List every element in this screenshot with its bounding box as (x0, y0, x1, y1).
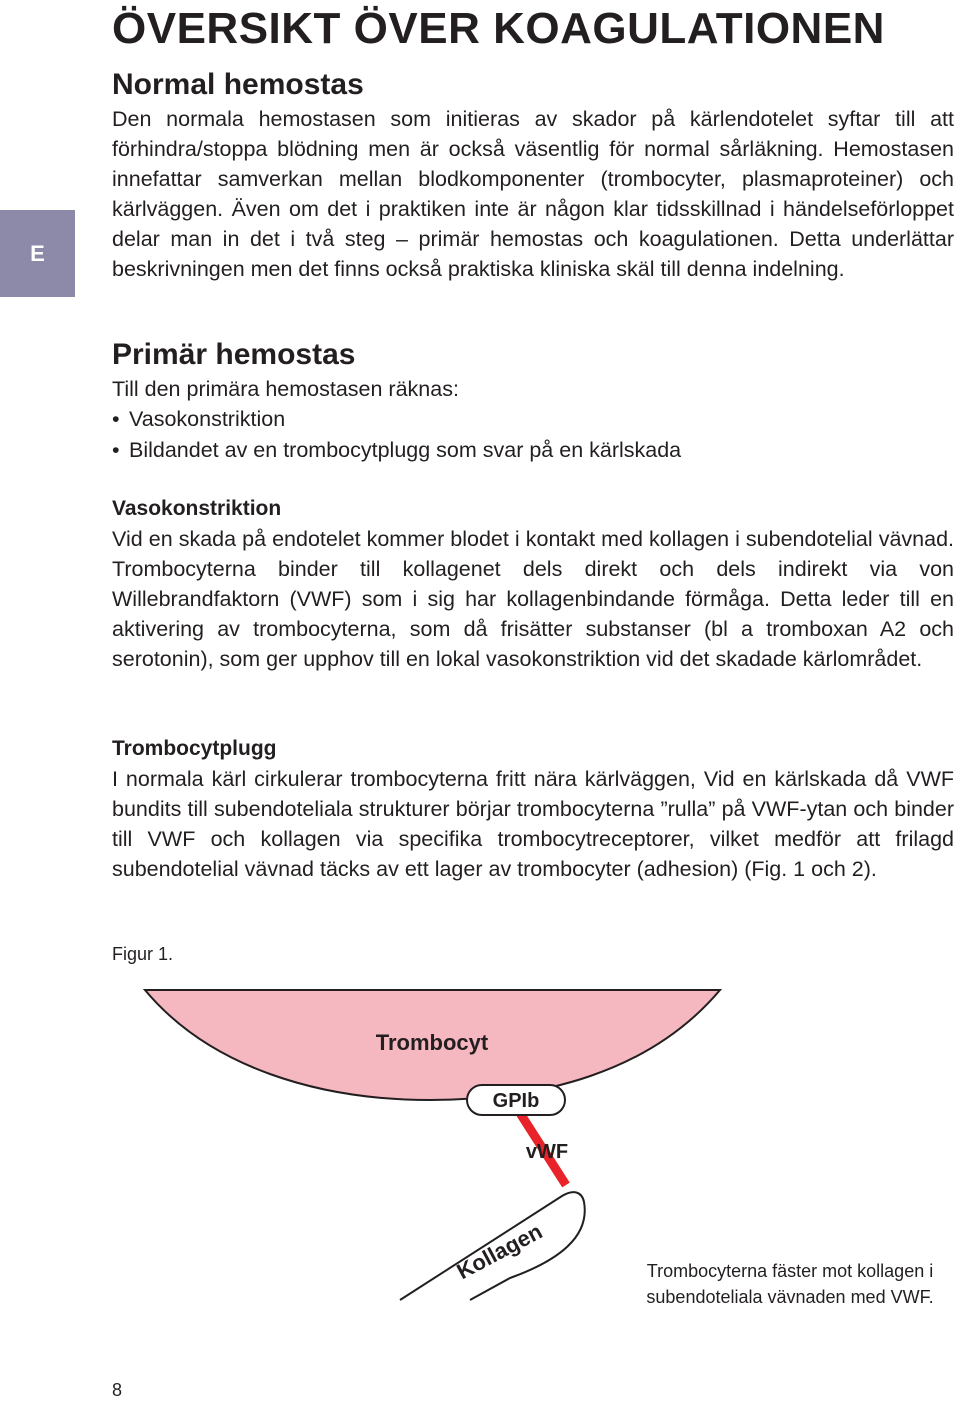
figure-note (600, 1258, 960, 1310)
section-primary-hemostasis (112, 336, 954, 466)
section-intro: Till den primära hemostasen räknas: (112, 377, 459, 401)
bullet-list (112, 404, 954, 466)
list-item: • Bildandet av en trombocytplugg som svar på en kärlskada (112, 435, 954, 466)
figure-note-line: subendoteliala vävnaden med VWF. (646, 1287, 934, 1307)
section-tab (0, 210, 75, 297)
subsection-heading: Vasokonstriktion (112, 497, 282, 520)
section-body: Den normala hemostasen som initieras av skador på kärlendotelet syftar till att förhindra/stoppa blödning men är också väsentlig för normal sårläkning. Hemostasen innefattar samverkan mellan blodkomponenter (trombocyter, plasmaproteiner) och kärlväggen. Även om det i praktiken inte är någon klar tidsskillnad i händelseförloppet delar man in det i två steg – primär hemostas och koagulationen. Detta underlättar beskrivningen men det finns också praktiska kliniska skäl till denna indelning. (112, 107, 954, 281)
platelet-label: Trombocyt (375, 1030, 489, 1055)
section-normal-hemostasis (112, 66, 954, 284)
gpib-label: GPIb (492, 1090, 540, 1112)
section-platelet-plug (112, 734, 954, 884)
page-number: 8 (112, 1380, 123, 1400)
section-tab-label: E (30, 240, 45, 266)
list-item: • Vasokonstriktion (112, 404, 954, 435)
page-title: ÖVERSIKT ÖVER KOAGULATIONEN (112, 4, 885, 53)
collagen-label: Kollagen (452, 1218, 547, 1285)
subsection-heading: Trombocytplugg (112, 737, 277, 760)
section-vasoconstriction (112, 494, 954, 674)
subsection-body: I normala kärl cirkulerar trombocyterna fritt nära kärlväggen, Vid en kärlskada då VWF bundits till subendoteliala strukturer börjar trombocyterna ”rulla” på VWF-ytan och binder till VWF och kollagen via specifika trombocytreceptorer, vilket medför att frilagd subendotelial vävnad täcks av ett lager av trombocyter (adhesion) (Fig. 1 och 2). (112, 767, 954, 881)
figure-bottom-mask (120, 1302, 620, 1308)
figure-caption: Figur 1. (112, 944, 174, 964)
vwf-label: vWF (525, 1141, 569, 1163)
section-heading: Primär hemostas (112, 338, 356, 371)
figure-note-line: Trombocyterna fäster mot kollagen i (646, 1261, 934, 1281)
subsection-body: Vid en skada på endotelet kommer blodet i kontakt med kollagen i subendotelial vävnad. Trombocyterna binder till kollagenet dels direkt och dels indirekt via von Willebrandfaktorn (VWF) som i sig har kollagenbindande förmåga. Detta leder till en aktivering av trombocyterna, som då frisätter substanser (bl a tromboxan A2 och serotonin), som ger upphov till en lokal vasokonstriktion vid det skadade kärlområdet. (112, 527, 954, 671)
section-heading: Normal hemostas (112, 68, 364, 101)
